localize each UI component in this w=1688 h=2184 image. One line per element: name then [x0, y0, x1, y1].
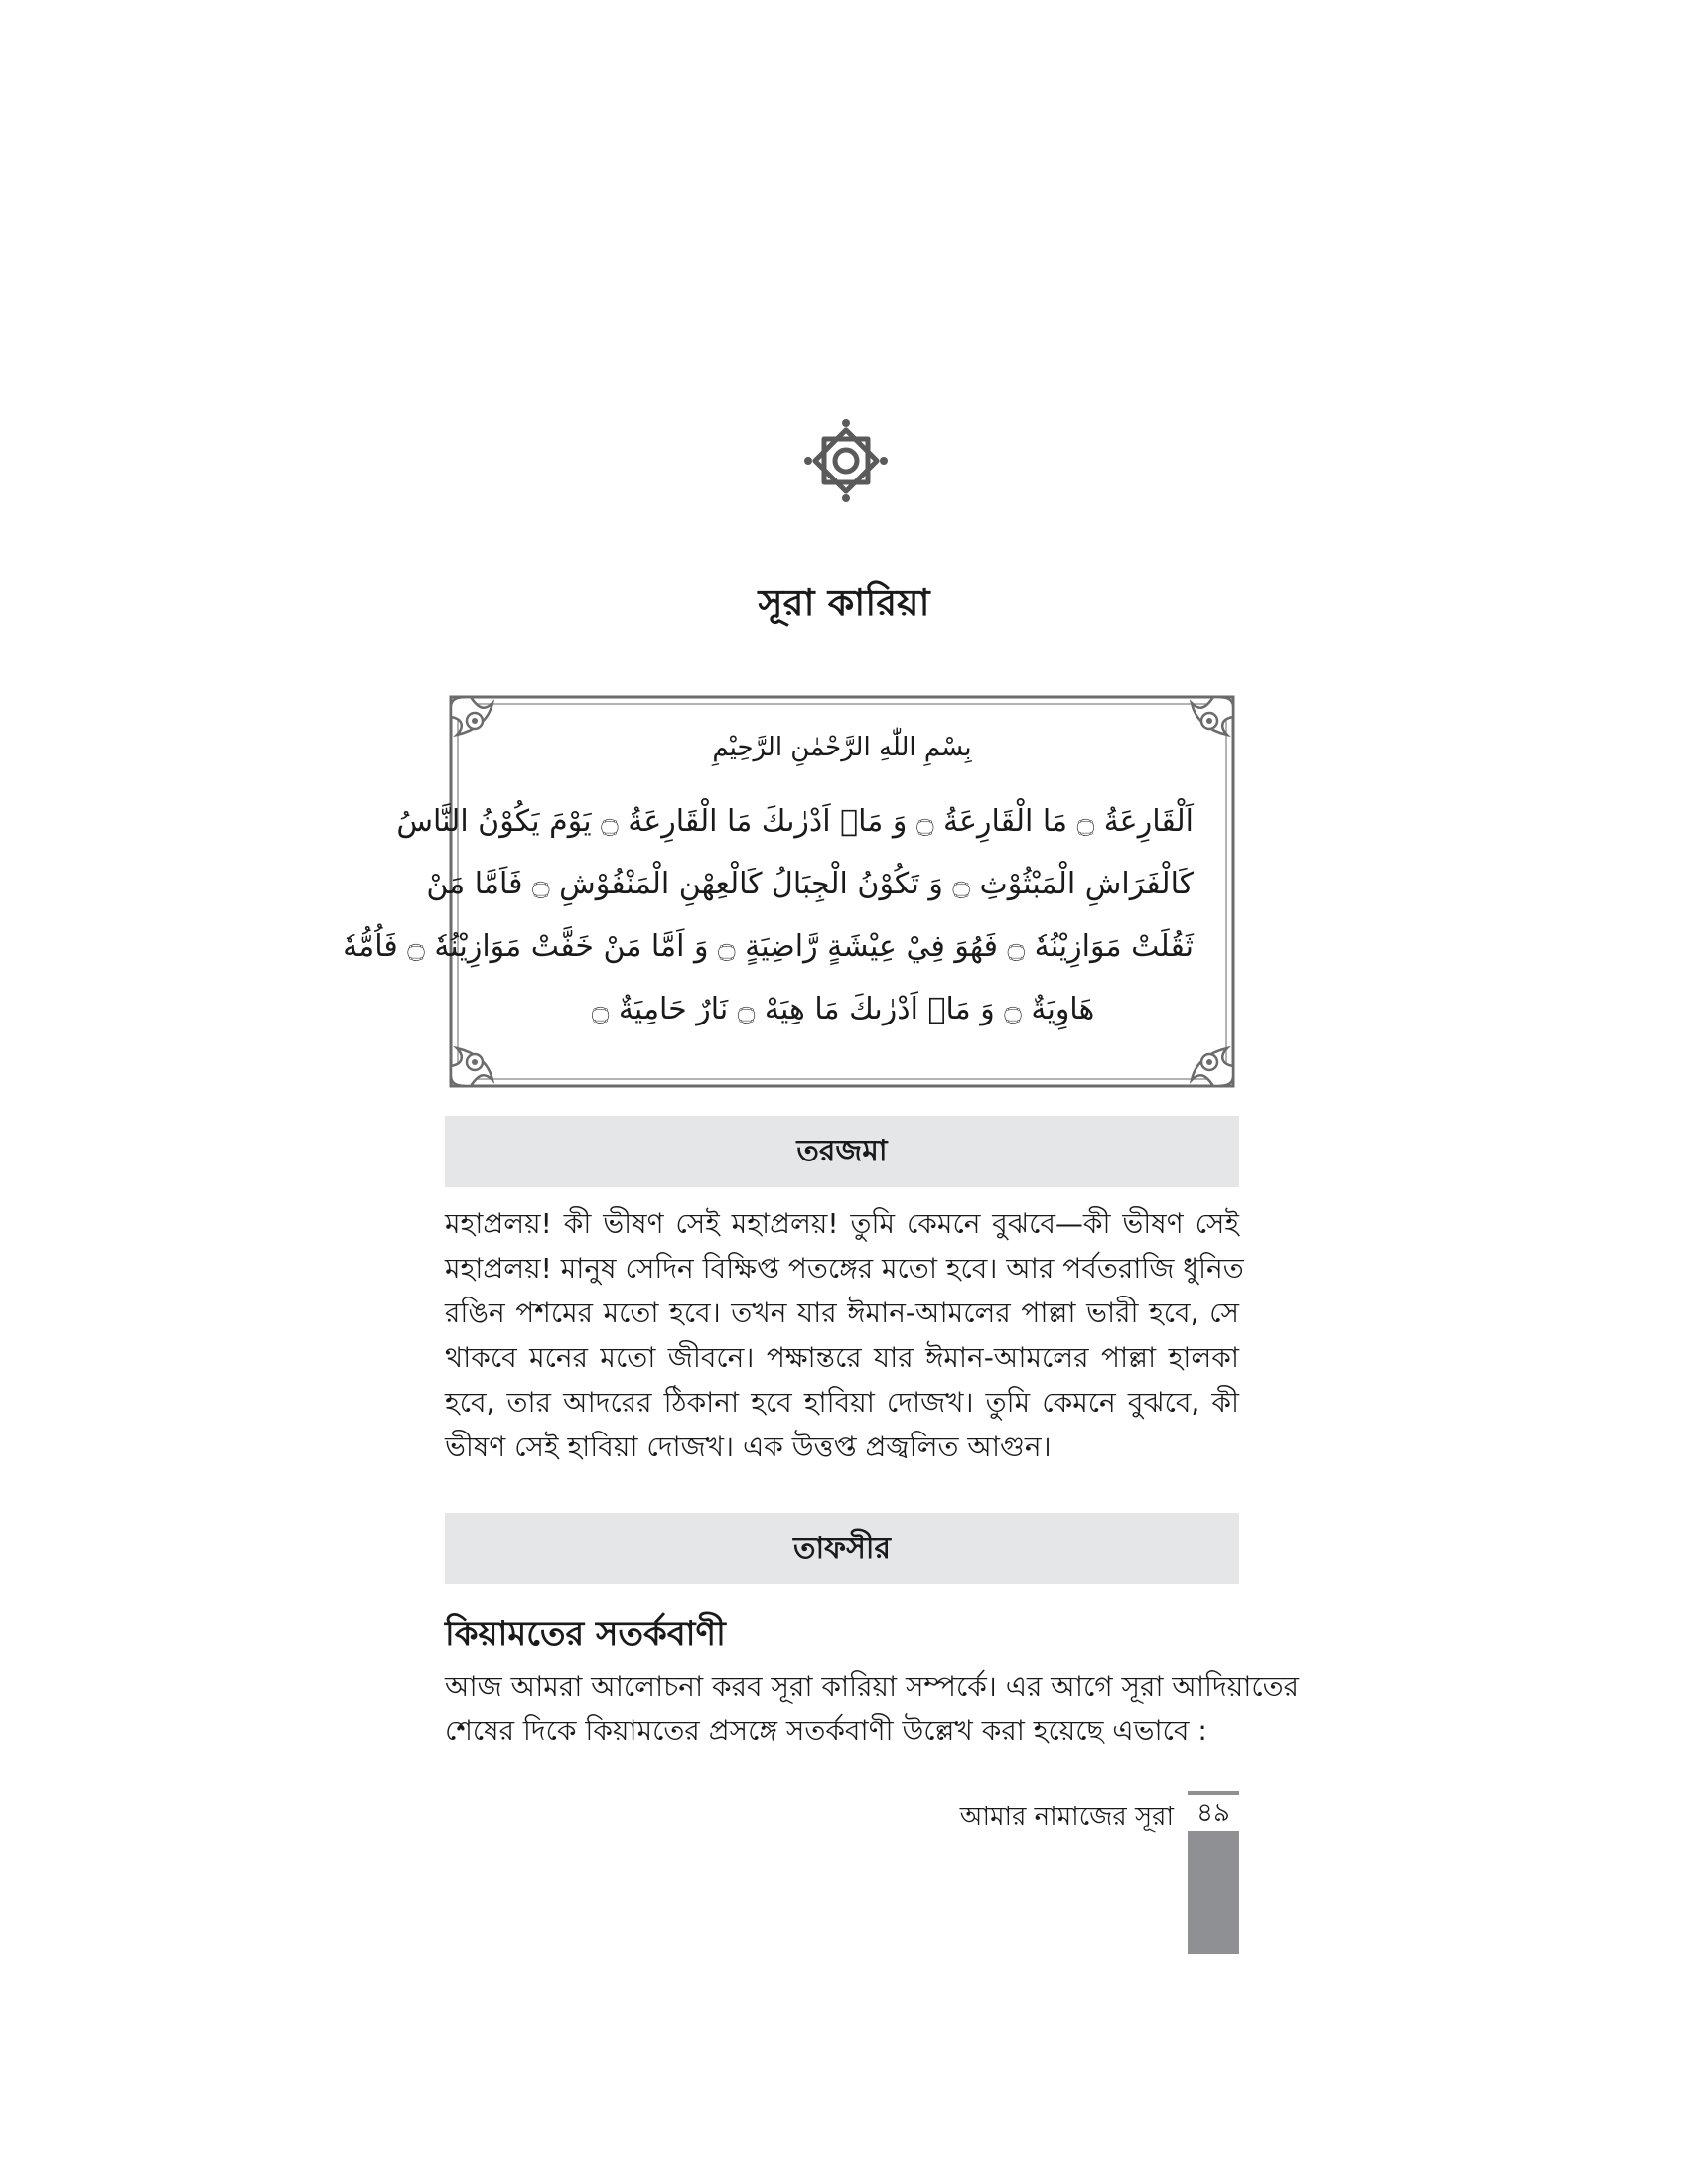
arabic-verse-line: هَاوِيَةٌ ۝ وَ مَاۤ اَدْرٰىكَ مَا هِيَهْ ۝ نَارٌ حَامِيَةٌ ۝ — [591, 992, 1095, 1026]
paragraph-line: আজ আমরা আলোচনা করব সূরা কারিয়া সম্পর্কে। এর আগে সূরা আদিয়াতের — [445, 1670, 1300, 1703]
paragraph-line: শেষের দিকে কিয়ামতের প্রসঙ্গে সতর্কবাণী উল্লেখ করা হয়েছে এভাবে : — [445, 1714, 1207, 1747]
running-footer-book-title: আমার নামাজের সূরা — [959, 1802, 1174, 1832]
translation-heading: তরজমা — [445, 1116, 1239, 1187]
bismillah: بِسْمِ اللّٰهِ الرَّحْمٰنِ الرَّحِيْمِ — [712, 733, 972, 762]
paragraph-line: রঙিন পশমের মতো হবে। তখন যার ঈমান-আমলের পাল্লা ভারী হবে, সে — [445, 1297, 1239, 1329]
arabic-verse-line: كَالْفَرَاشِ الْمَبْثُوْثِ ۝ وَ تَكُوْنُ الْجِبَالُ كَالْعِهْنِ الْمَنْفُوْشِ ۝ فَاَمَّا مَنْ — [426, 867, 1194, 901]
geometric-star-ornament-icon — [802, 417, 890, 504]
surah-title: সূরা কারিয়া — [758, 581, 930, 624]
paragraph-line: মহাপ্রলয়! মানুষ সেদিন বিক্ষিপ্ত পতঙ্গের মতো হবে। আর পর্বতরাজি ধুনিত — [445, 1252, 1244, 1285]
paragraph-line: থাকবে মনের মতো জীবনে। পক্ষান্তরে যার ঈমান-আমলের পাল্লা হালকা — [445, 1341, 1239, 1374]
arabic-verse-line: اَلْقَارِعَةُ ۝ مَا الْقَارِعَةُ ۝ وَ مَاۤ اَدْرٰىكَ مَا الْقَارِعَةُ ۝ يَوْمَ يَكُوْنُ النَّاسُ — [396, 804, 1194, 839]
tafsir-paragraph — [445, 1664, 1300, 1753]
arabic-verses — [343, 790, 1194, 1040]
translation-paragraph — [445, 1201, 1244, 1469]
page-number: ৪৯ — [1188, 1795, 1239, 1831]
arabic-verse-line: ثَقُلَتْ مَوَازِيْنُهٗ ۝ فَهُوَ فِيْ عِيْشَةٍ رَّاضِيَةٍ ۝ وَ اَمَّا مَنْ خَفَّتْ مَوَازِيْنُهٗ ۝ فَاُمُّهٗ — [343, 929, 1194, 964]
paragraph-line: হবে, তার আদরের ঠিকানা হবে হাবিয়া দোজখ। তুমি কেমনে বুঝবে, কী — [445, 1386, 1239, 1419]
paragraph-line: ভীষণ সেই হাবিয়া দোজখ। এক উত্তপ্ত প্রজ্বলিত আগুন। — [445, 1431, 1052, 1463]
tafsir-heading: তাফসীর — [445, 1513, 1239, 1584]
paragraph-line: মহাপ্রলয়! কী ভীষণ সেই মহাপ্রলয়! তুমি কেমনে বুঝবে—কী ভীষণ সেই — [445, 1207, 1239, 1240]
tafsir-subheading: কিয়ামতের সতর্কবাণী — [445, 1614, 726, 1654]
arabic-text-box — [343, 691, 1239, 1092]
